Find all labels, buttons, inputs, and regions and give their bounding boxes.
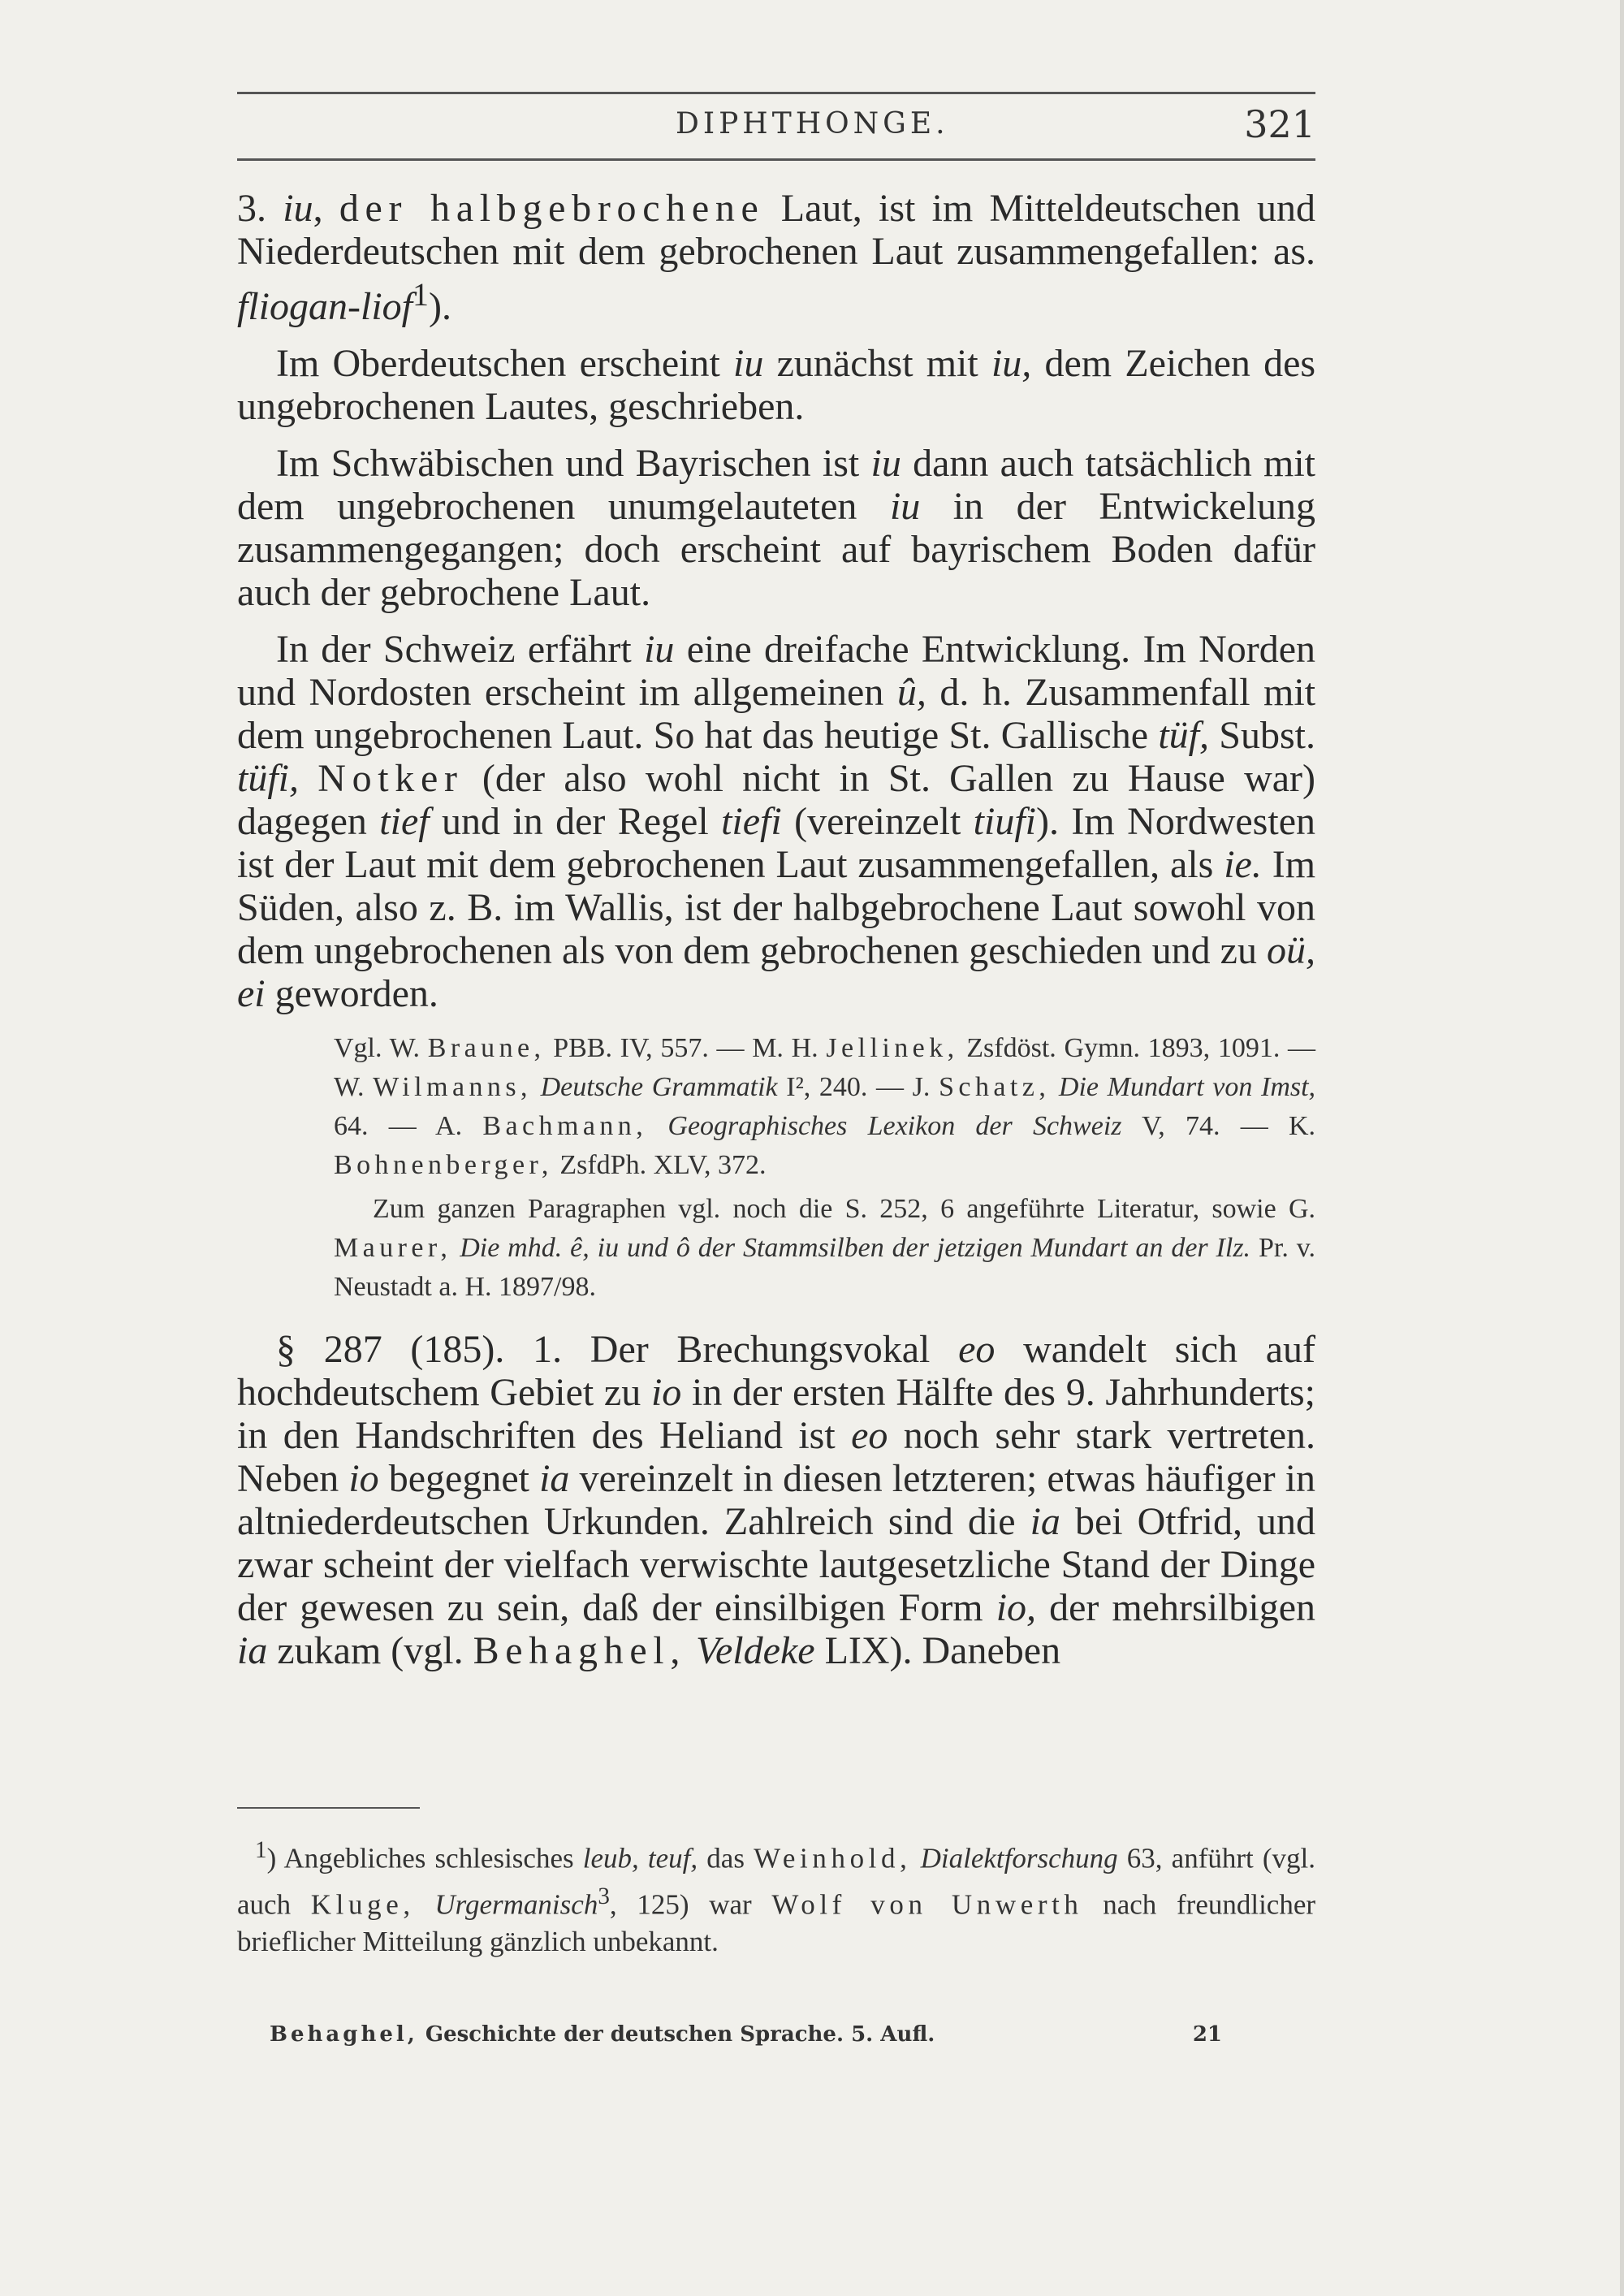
main-text <box>237 187 1315 1686</box>
footnote-1: $^1$) Angebliches schlesisches leub, teuf, das Weinhold, Dialektforschung 63, anführt (vgl. auch Kluge, Urgermanisch$^3$, 125) war Wolf von Unwerth nach freundlicher brieflicher Mitteilung gänzlich unbekannt. <box>237 1837 1316 1958</box>
section-marker: § 287 (185). <box>276 1328 505 1371</box>
paragraph-2: Im Oberdeutschen erscheint iu zunächst mit iu, dem Zeichen des ungebrochenen Lautes, geschrieben. <box>237 342 1316 428</box>
signature-line <box>237 2022 1315 2063</box>
paragraph-5: § 287 (185). 1. Der Brechungsvokal eo wandelt sich auf hochdeutschem Gebiet zu io in der ersten Hälfte des 9. Jahrhunderts; in den Handschriften des Heliand ist eo noch sehr stark vertreten. Neben io begegnet ia vereinzelt in diesen letzteren; etwas häufiger in altniederdeutschen Urkunden. Zahlreich sind die ia bei Otfrid, und zwar scheint der vielfach verwischte lautgesetzliche Stand der Dinge der gewesen zu sein, daß der einsilbigen Form io, der mehrsilbigen ia zukam (vgl. Behaghel, Veldeke LIX). Daneben <box>237 1328 1316 1672</box>
footnote-ref: 1 <box>412 276 429 313</box>
page-edge <box>1620 0 1624 2296</box>
footnote-rule <box>237 1807 420 1809</box>
literature-note-2: Zum ganzen Paragraphen vgl. noch die S. 252, 6 angeführte Literatur, sowie G. Maurer, Die mhd. ê, iu und ô der Stammsilben der jetzigen Mundart an der Ilz. Pr. v. Neustadt a. H. 1897/98. <box>334 1194 1316 1302</box>
running-head <box>237 102 1315 148</box>
paragraph-1: 3. iu, der halbgebrochene Laut, ist im Mitteldeutschen und Niederdeutschen mit dem gebrochenen Laut zusammengefallen: as. fliogan-liof$^1$). <box>237 187 1316 328</box>
paragraph-3: Im Schwäbischen und Bayrischen ist iu dann auch tatsächlich mit dem ungebrochenen unumgelauteten iu in der Entwickelung zusammengegangen; doch erscheint auf bayrischem Boden dafür auch der gebrochene Laut. <box>237 442 1316 614</box>
header-rule-top <box>237 92 1315 94</box>
paragraph-4: In der Schweiz erfährt iu eine dreifache Entwicklung. Im Norden und Nordosten erscheint im allgemeinen û, d. h. Zusammenfall mit dem ungebrochenen Laut. So hat das heutige St. Gallische tüf, Subst. tüfi, Notker (der also wohl nicht in St. Gallen zu Hause war) dagegen tief und in der Regel tiefi (vereinzelt tiufi). Im Nordwesten ist der Laut mit dem gebrochenen Laut zusammengefallen, als ie. Im Süden, also z. B. im Wallis, ist der halbgebrochene Laut sowohl von dem ungebrochenen als von dem gebrochenen geschieden und zu oü, ei geworden. <box>237 628 1316 1015</box>
sheet-number: 21 <box>1192 2022 1222 2047</box>
literature-notes <box>237 1029 1315 1307</box>
header-rule-bottom <box>237 158 1315 161</box>
page-number: 321 <box>1244 102 1315 146</box>
literature-note-1: Vgl. W. Braune, PBB. IV, 557. — M. H. Jellinek, Zsfdöst. Gymn. 1893, 1091. — W. Wilmanns, Deutsche Grammatik I², 240. — J. Schatz, Die Mundart von Imst, 64. — A. Bachmann, Geographisches Lexikon der Schweiz V, 74. — K. Bohnenberger, ZsfdPh. XLV, 372. <box>334 1033 1316 1180</box>
signature: Behaghel, Geschichte der deutschen Sprache. 5. Aufl. <box>270 2022 935 2047</box>
footnote-marker: 1 <box>255 1837 267 1863</box>
running-title: DIPHTHONGE. <box>676 107 949 141</box>
